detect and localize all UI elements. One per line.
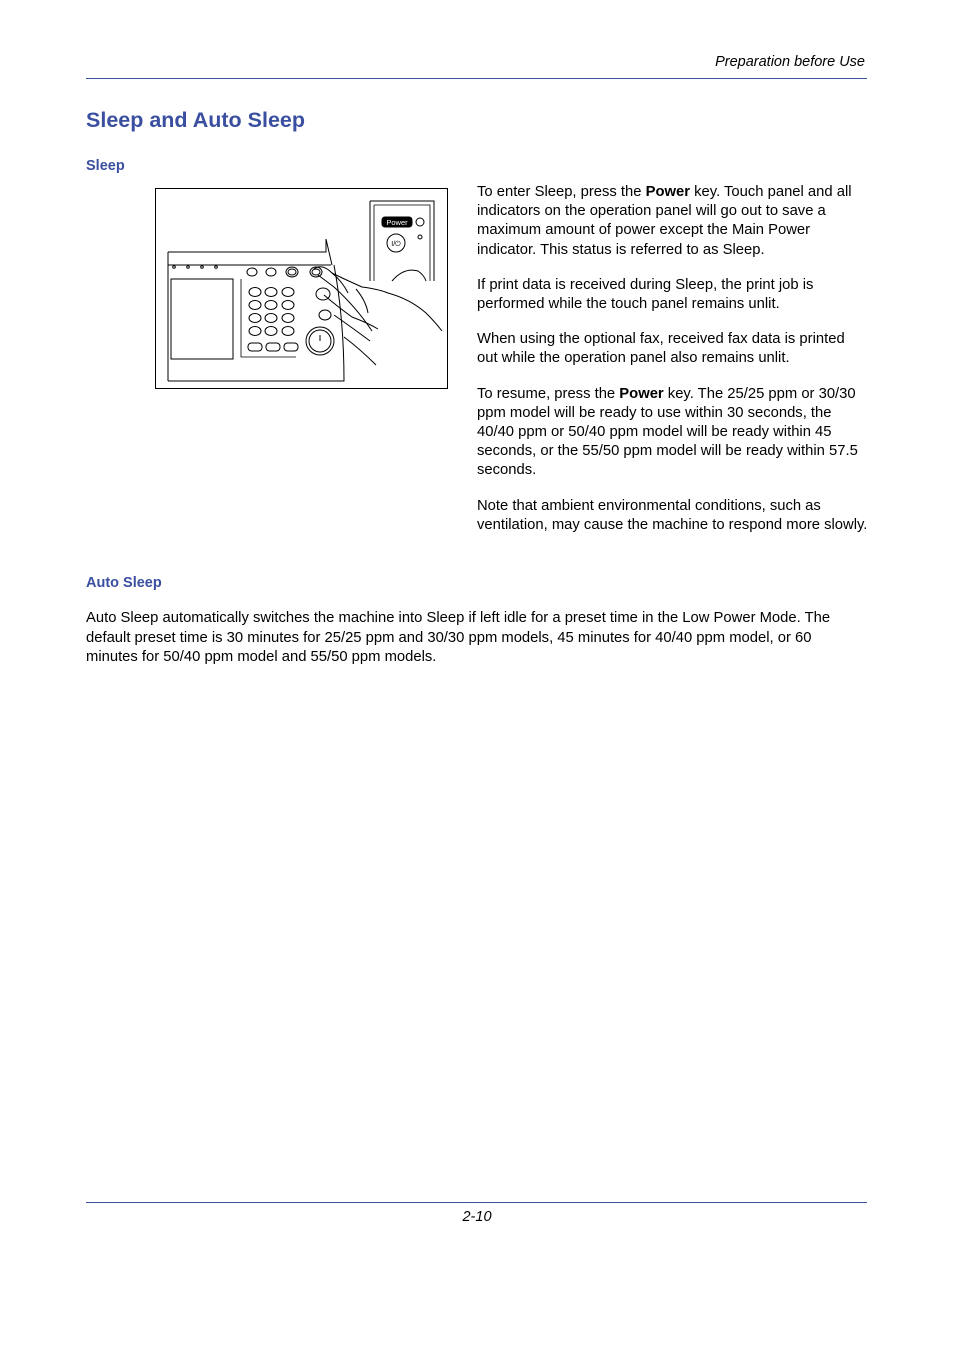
power-label: Power (386, 218, 408, 227)
power-key-inset (370, 201, 434, 281)
operation-panel-illustration (155, 188, 448, 389)
footer-rule (86, 1202, 867, 1203)
page-header: Preparation before Use (715, 54, 865, 70)
sleep-paragraph-4: To resume, press the Power key. The 25/25 ppm or 30/30 ppm model will be ready to use within 30 seconds, the 40/40 ppm or 50/40 ppm model will be ready within 45 seconds, or the 55/50 ppm model will be ready within 57.5 seconds. (477, 385, 858, 479)
header-rule (86, 78, 867, 79)
page-title: Sleep and Auto Sleep (86, 108, 306, 132)
sleep-paragraph-5: Note that ambient environmental conditions, such as ventilation, may cause the machine to respond more slowly. (477, 497, 868, 533)
sleep-description (477, 183, 869, 551)
sleep-paragraph-1: To enter Sleep, press the Power key. Touch panel and all indicators on the operation panel will go out to save a maximum amount of power except the Main Power indicator. This status is referred to as Sleep. (477, 184, 852, 258)
section-heading-sleep: Sleep (86, 158, 125, 174)
indicator-lamps (173, 266, 218, 269)
power-key-label: Power (645, 184, 691, 200)
panel-body (168, 239, 344, 381)
svg-text:I/⏻: I/⏻ (391, 241, 401, 248)
page-number: 2-10 (462, 1209, 492, 1225)
sleep-paragraph-3: When using the optional fax, received fax data is printed out while the operation panel also remains unlit. (477, 331, 845, 367)
sleep-paragraph-2: If print data is received during Sleep, the print job is performed while the touch panel remains unlit. (477, 276, 814, 313)
touch-panel (171, 279, 233, 359)
start-stop-keys (306, 288, 334, 355)
function-keys (247, 267, 322, 277)
numeric-keypad (248, 288, 298, 352)
auto-sleep-paragraph: Auto Sleep automatically switches the machine into Sleep if left idle for a preset time in the Low Power Mode. The default preset time is 30 minutes for 25/25 ppm and 30/30 ppm models, 45 minutes for 40/40 ppm model, or 60 minutes for 50/40 ppm model and 55/50 ppm models. (86, 610, 831, 666)
section-heading-auto-sleep: Auto Sleep (86, 575, 162, 591)
hand-illustration (314, 267, 442, 365)
power-key-label: Power (619, 385, 664, 402)
